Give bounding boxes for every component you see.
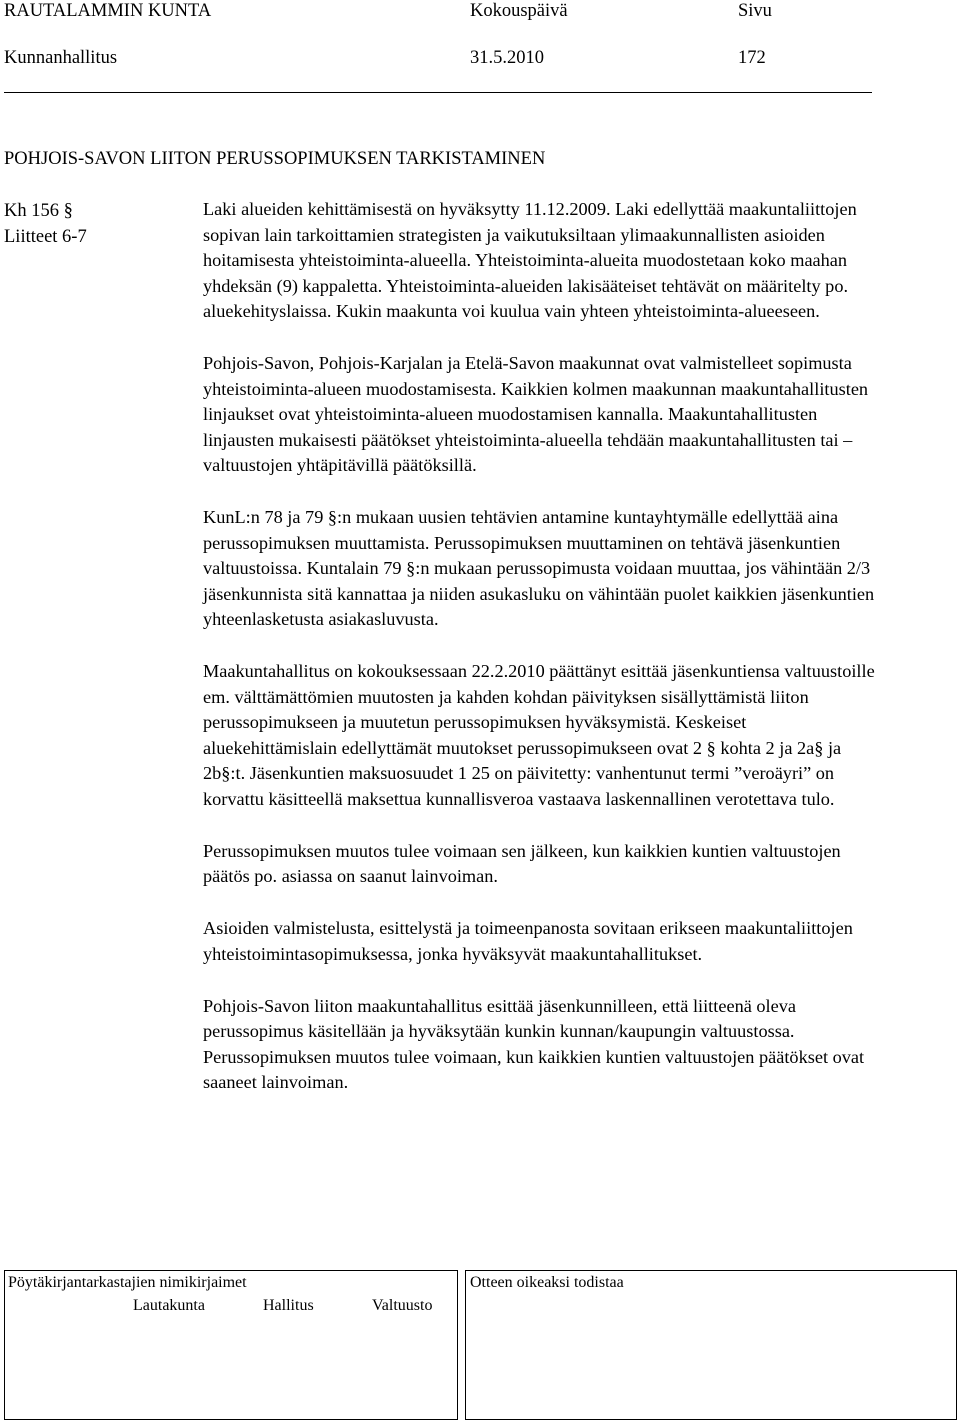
initials-label: Pöytäkirjantarkastajien nimikirjaimet [8, 1274, 247, 1291]
page-label: Sivu [738, 1, 772, 21]
paragraph: KunL:n 78 ja 79 §:n mukaan uusien tehtävien antamine kuntayhtymälle edellyttää aina perussopimuksen muuttamista. Perussopimuksen muuttaminen on tehtävä jäsenkuntien valtuustoissa. Kuntalain 79 §:n mukaan perussopimusta voidaan muuttaa, jos vähintään 2/3 jäsenkunnista sitä kannattaa ja niiden asukasluku on vähintään puolet kaikkien jäsenkuntien yhteenlasketusta asiakasluvusta. [203, 507, 875, 629]
certified-label: Otteen oikeaksi todistaa [470, 1274, 624, 1291]
paragraph: Asioiden valmistelusta, esittelystä ja toimeenpanosta sovitaan erikseen maakuntaliittojen yhteistoimintasopimuksessa, jonka hyväksyvät maakuntahallitukset. [203, 918, 853, 964]
paragraph: Pohjois-Savon liiton maakuntahallitus esittää jäsenkunnilleen, että liitteenä oleva perussopimus käsitellään ja hyväksytään kunkin kunnan/kaupungin valtuustossa. Perussopimuksen muutos tulee voimaan, kun kaikkien kuntien valtuustojen päätökset ovat saaneet lainvoiman. [203, 995, 865, 1092]
paragraph: Laki alueiden kehittämisestä on hyväksytty 11.12.2009. Laki edellyttää maakuntaliittojen sopivan lain tarkoittamien strategisten ja vaikutuksiltaan ylimaakunnallisten asioiden hoitamisesta yhteistoiminta-alueella. Yhteistoiminta-alueita muodostetaan koko maahan yhdeksän (9) kappaletta. Yhteistoiminta-alueiden lakisääteiset tehtävät on määritelty po. aluekehityslaissa. Kukin maakunta voi kuulua vain yhteen yhteistoiminta-alueeseen. [203, 199, 857, 321]
committee-label: Lautakunta [133, 1297, 205, 1314]
section-number: Kh 156 § [4, 201, 73, 221]
attachments-label: Liitteet 6-7 [4, 227, 87, 247]
document-title: POHJOIS-SAVON LIITON PERUSSOPIMUKSEN TARKISTAMINEN [4, 149, 546, 169]
paragraph: Maakuntahallitus on kokouksessaan 22.2.2010 päättänyt esittää jäsenkuntiensa valtuustoille em. välttämättömien muutosten ja kahden kohdan päivityksen sisällyttämistä liiton perussopimukseen ja muutetun perussopimuksen hyväksymistä. Keskeiset aluekehittämislain edellyttämät muutokset perussopimukseen ovat 2 § kohta 2 ja 2a§ ja 2b§:t. Jäsenkuntien maksuosuudet 1 25 on päivitetty: vanhentunut termi ”veroäyri” on korvattu käsitteellä maksettua kunnallisveroa vastaava laskennallinen verotettava tulo. [203, 661, 875, 809]
paragraph: Perussopimuksen muutos tulee voimaan sen jälkeen, kun kaikkien kuntien valtuustojen päätös po. asiassa on saanut lainvoiman. [203, 840, 841, 886]
meeting-date-label: Kokouspäivä [470, 1, 568, 21]
paragraph: Pohjois-Savon, Pohjois-Karjalan ja Etelä-Savon maakunnat ovat valmistelleet sopimusta yhteistoiminta-alueen muodostamisesta. Kaikkien kolmen maakunnan maakuntahallitusten linjaukset ovat yhteistoiminta-alueen muodostamisen kannalla. Maakuntahallitusten linjausten mukaisesti päätökset yhteistoiminta-alueella tehdään maakuntahallitusten tai –valtuustojen yhtäpitävillä päätöksillä. [203, 353, 869, 475]
board-label: Hallitus [263, 1297, 314, 1314]
header-divider [4, 92, 872, 93]
body-text [203, 197, 875, 1122]
municipality-name: RAUTALAMMIN KUNTA [4, 1, 212, 21]
body-name: Kunnanhallitus [4, 48, 118, 68]
page-number: 172 [738, 48, 766, 68]
council-label: Valtuusto [372, 1297, 433, 1314]
meeting-date: 31.5.2010 [470, 48, 544, 68]
